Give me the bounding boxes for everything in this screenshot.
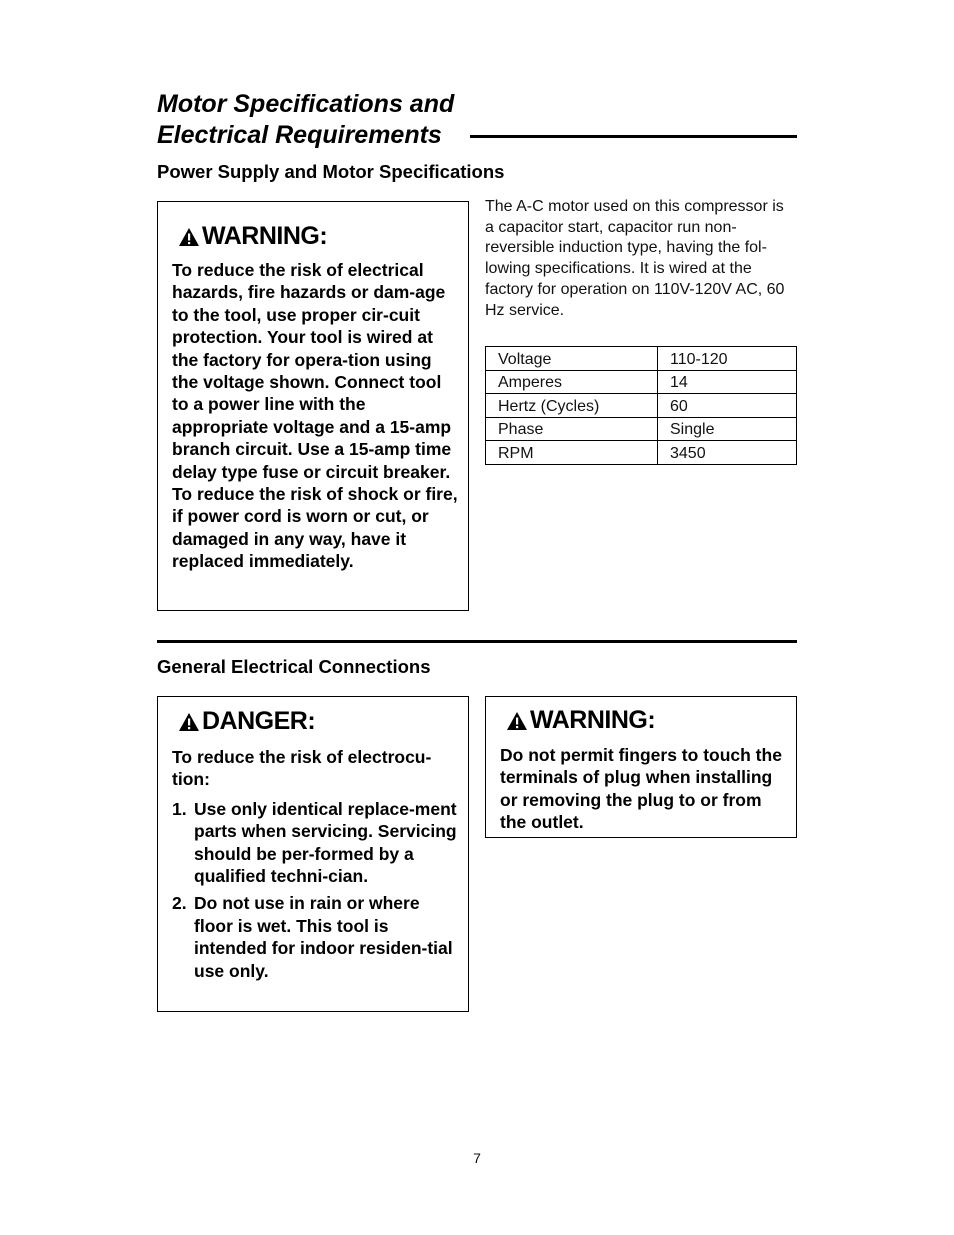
list-item [172,892,460,982]
motor-description: The A-C motor used on this compressor is a capacitor start, capacitor run non-reversible induction type, having the fol-lowing specifications. It is wired at the factory for operation on 110V-120V AC, 60 Hz service. [485,198,785,319]
warning-header [506,706,655,735]
table-row [486,417,797,441]
warning-header [178,222,327,251]
danger-triangle-icon [178,712,200,732]
section-divider [157,640,797,643]
title-rule [470,135,797,138]
spec-value: 3450 [658,441,797,465]
page-title [157,89,617,151]
warning-box-plug [485,696,797,838]
warning-label: WARNING: [530,706,656,734]
spec-value: Single [658,417,797,441]
table-row [486,347,797,371]
section-heading-power-supply: Power Supply and Motor Specifications [157,161,505,182]
list-item-text: Use only identical replace-ment parts when servicing. Servicing should be per-formed by a qualified techni-cian. [194,799,457,887]
spec-label: Amperes [486,370,658,394]
page-number: 7 [473,1150,481,1166]
danger-label: DANGER: [202,707,316,735]
section-heading-electrical-connections: General Electrical Connections [157,656,431,677]
spec-label: Voltage [486,347,658,371]
list-item-number: 2. [172,893,187,914]
list-item [172,798,460,888]
list-item-number: 1. [172,799,187,819]
spec-label: Hertz (Cycles) [486,394,658,418]
table-row [486,394,797,418]
warning-triangle-icon [178,227,200,247]
danger-list [172,798,460,987]
danger-box [157,696,469,1012]
danger-intro: To reduce the risk of electrocu-tion: [172,747,432,790]
list-item-text: Do not use in rain or where floor is wet. This tool is intended for indoor residen-tial use only. [194,893,453,981]
table-row [486,441,797,465]
danger-header [178,707,315,736]
warning-triangle-icon [506,711,528,731]
page-title-line1: Motor Specifications and [157,90,455,118]
warning-text: Do not permit fingers to touch the terminals of plug when installing or removing the plug to or from the outlet. [500,745,782,833]
spec-label: RPM [486,441,658,465]
spec-label: Phase [486,417,658,441]
warning-text: To reduce the risk of electrical hazards, fire hazards or dam-age to the tool, use proper cir-cuit protection. Your tool is wired at the factory for opera-tion using the voltage shown. Connect tool to a power line with the appropriate voltage and a 15-amp branch circuit. Use a 15-amp time delay type fuse or circuit breaker. To reduce the risk of shock or fire, if power cord is worn or cut, or damaged in any way, have it replaced immediately. [172,260,458,572]
warning-label: WARNING: [202,222,328,250]
spec-value: 110-120 [658,347,797,371]
spec-value: 60 [658,394,797,418]
page-title-line2: Electrical Requirements [157,121,442,149]
warning-box-power [157,201,469,611]
motor-spec-table [485,346,797,465]
spec-value: 14 [658,370,797,394]
table-row [486,370,797,394]
